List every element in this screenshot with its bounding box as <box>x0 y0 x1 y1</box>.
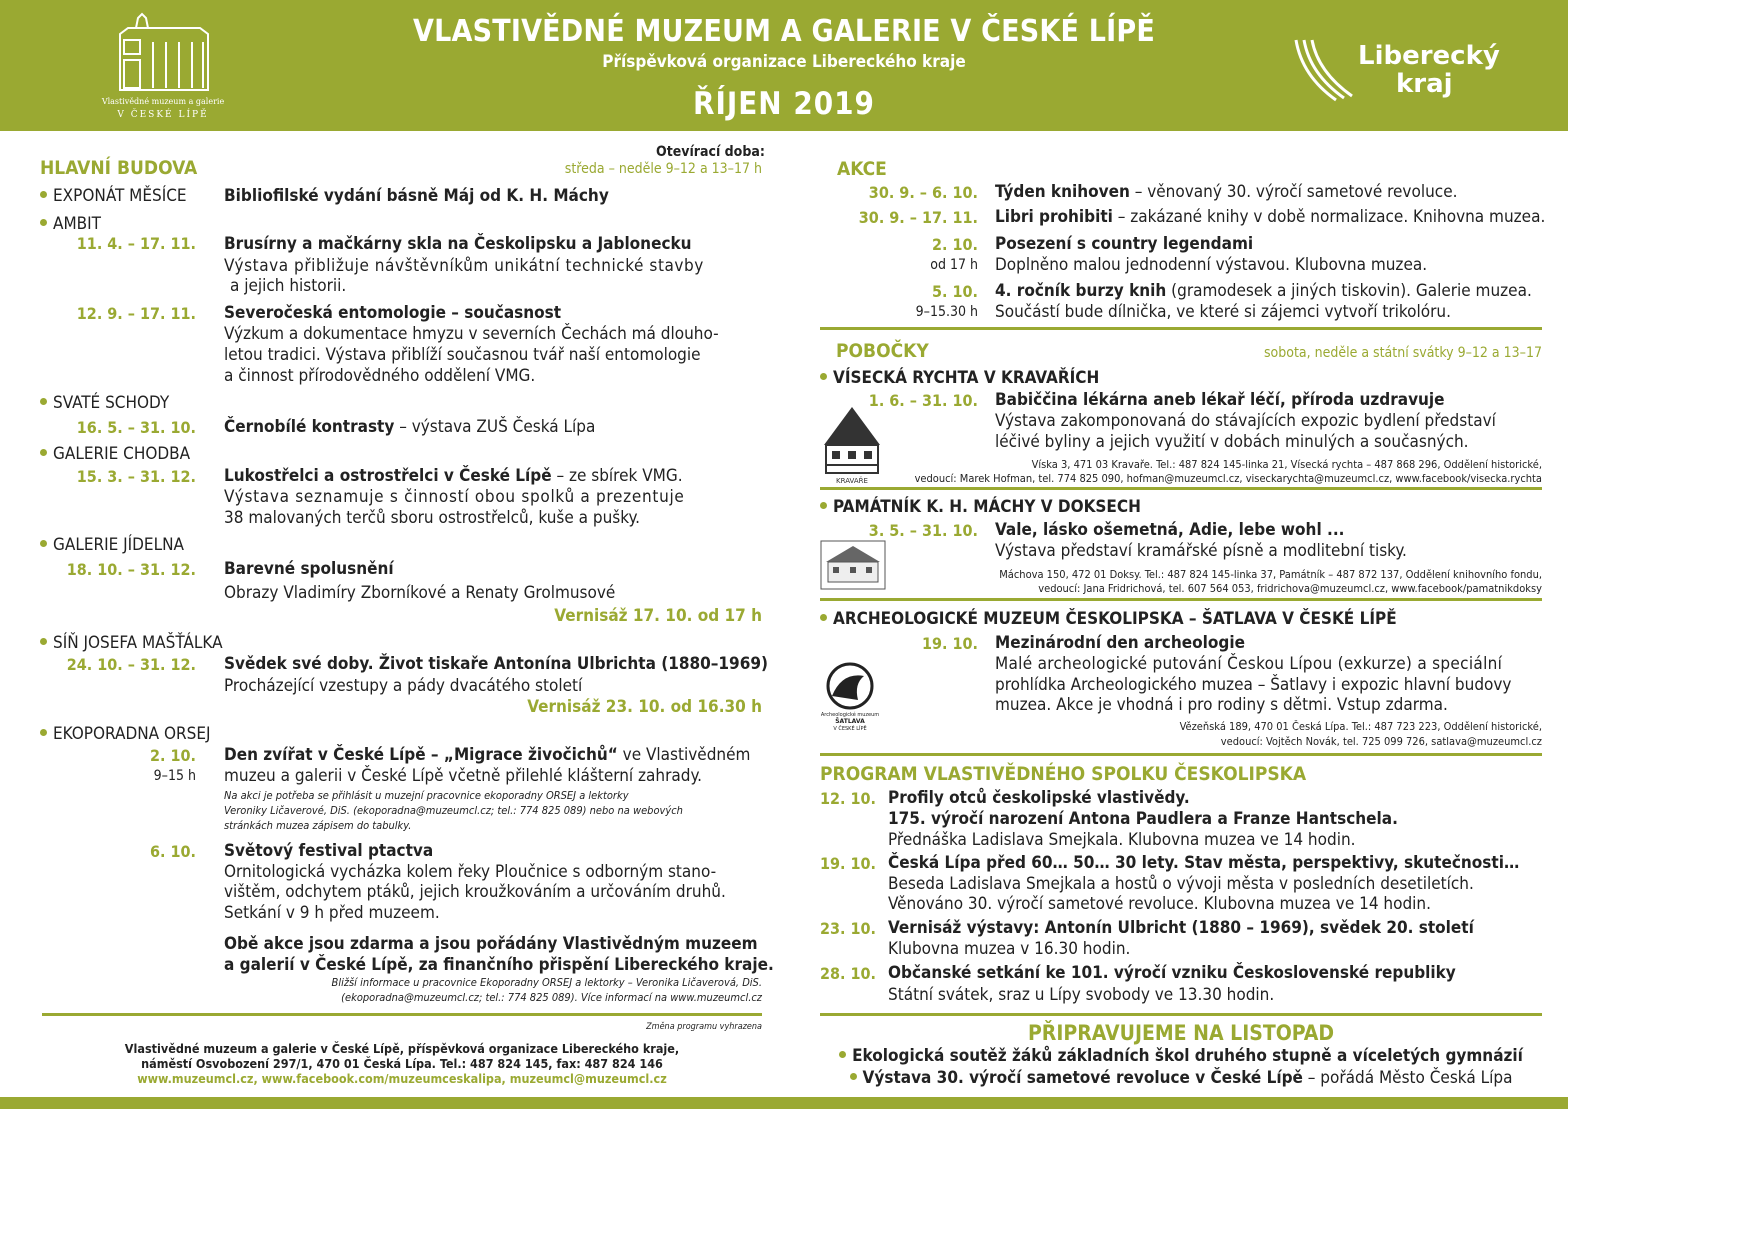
listopad-item <box>820 1068 1542 1088</box>
event-title: 175. výročí narození Antona Paudlera a Franze Hantschela. <box>888 809 1398 829</box>
listopad-text: Ekologická soutěž žáků základních škol druhého stupně a víceletých gymnázií <box>852 1046 1523 1066</box>
bullet-icon <box>40 219 47 226</box>
vernisaz-note: Vernisáž 23. 10. od 16.30 h <box>527 697 762 717</box>
event-text: Přednáška Ladislava Smejkala. Klubovna muzea ve 14 hodin. <box>888 830 1356 850</box>
free-note: a galerií v České Lípě, za finančního přispění Libereckého kraje. <box>224 955 774 975</box>
event-title: Týden knihoven <box>995 182 1130 202</box>
satlava-logo-text: Archeologické muzeum <box>820 712 880 718</box>
branch-address: Vězeňská 189, 470 01 Česká Lípa. Tel.: 487 723 223, Oddělení historické, <box>1179 720 1542 733</box>
bullet-icon <box>850 1073 857 1080</box>
free-note: Obě akce jsou zdarma a jsou pořádány Vlastivědným muzeem <box>224 934 758 954</box>
event-text: muzea. Akce je vhodná i pro rodiny s dětmi. Vstup zdarma. <box>995 695 1448 715</box>
category-label: SÍŇ JOSEFA MAŠŤÁLKA <box>53 633 223 653</box>
event-title: Barevné spolusnění <box>224 559 394 579</box>
bullet-icon <box>40 191 47 198</box>
event-text: Ornitologická vycházka kolem řeky Ploučnice s odborným stano- <box>224 862 717 882</box>
event-text: – výstava ZUŠ Česká Lípa <box>394 417 596 437</box>
event-title: Brusírny a mačkárny skla na Českolipsku a Jablonecku <box>224 234 692 254</box>
listopad-text: – pořádá Město Česká Lípa <box>1302 1068 1513 1088</box>
divider <box>820 327 1542 330</box>
event-note: Veroniky Ličaverové, DiS. (ekoporadna@muzeumcl.cz; tel.: 774 825 089) nebo na webových <box>224 804 683 817</box>
branch-satlava <box>820 609 1397 629</box>
event-title: Mezinárodní den archeologie <box>995 633 1245 653</box>
event-text: Doplněno malou jednodenní výstavou. Klubovna muzea. <box>995 255 1428 275</box>
event-text: Procházející vzestupy a pády dvacátého století <box>224 676 583 696</box>
satlava-logo-text: V ČESKÉ LÍPĚ <box>833 726 867 732</box>
event-note: Na akci je potřeba se přihlásit u muzejní pracovnice ekoporadny ORSEJ a lektorky <box>224 789 629 802</box>
event-title: Profily otců českolipské vlastivědy. <box>888 788 1190 808</box>
museum-logo-line1: Vlastivědné muzeum a galerie <box>101 97 225 106</box>
event-text: ve Vlastivědném <box>617 745 751 765</box>
event-text: Setkání v 9 h před muzeem. <box>224 903 440 923</box>
event-text: – věnovaný 30. výročí sametové revoluce. <box>1129 182 1458 202</box>
branch-address: Víska 3, 471 03 Kravaře. Tel.: 487 824 145-linka 21, Vísecká rychta – 487 868 296, Oddělení historické, <box>1031 458 1542 471</box>
footer-bar <box>0 1097 1568 1109</box>
visecka-logo-text: KRAVAŘE <box>836 477 868 485</box>
pamatnik-logo <box>820 540 886 590</box>
category-ekoporadna <box>40 724 211 744</box>
event-title: Vernisáž výstavy: Antonín Ulbricht (1880 – 1969), svědek 20. století <box>888 918 1474 938</box>
bullet-icon <box>40 449 47 456</box>
event-line <box>224 745 750 765</box>
section-spolek: PROGRAM VLASTIVĚDNÉHO SPOLKU ČESKOLIPSKA <box>820 763 1307 785</box>
event-date: 19. 10. <box>921 634 978 653</box>
branch-machy <box>820 497 1141 517</box>
category-galerie-chodba <box>40 444 190 464</box>
event-text: letou tradici. Výstava přiblíží současnou tvář naší entomologie <box>224 345 701 365</box>
event-text: Součástí bude dílnička, ve které si zájemci vytvoří trikolóru. <box>995 302 1451 322</box>
divider <box>820 598 1542 601</box>
event-text: vištěm, odchytem ptáků, jejich kroužkováním a určováním druhů. <box>224 882 726 902</box>
bullet-icon <box>40 638 47 645</box>
event-note: stránkách muzea zápisem do tabulky. <box>224 819 412 832</box>
category-galerie-jidelna <box>40 535 184 555</box>
event-date: 30. 9. – 6. 10. <box>868 183 978 202</box>
event-line <box>995 207 1545 227</box>
event-text: léčivé byliny a jejich využití v dobách minulých a současných. <box>995 432 1469 452</box>
branch-address: vedoucí: Jana Fridrichová, tel. 607 564 053, fridrichova@muzeumcl.cz, www.facebook/pamatnikdoksy <box>1038 582 1542 595</box>
main-hours: středa – neděle 9–12 a 13–17 h <box>564 161 762 177</box>
category-label: EXPONÁT MĚSÍCE <box>53 186 187 206</box>
divider <box>42 1013 762 1016</box>
event-date: 24. 10. – 31. 12. <box>66 655 196 674</box>
event-date: 16. 5. – 31. 10. <box>76 418 196 437</box>
event-title: Libri prohibiti <box>995 207 1113 227</box>
event-title: Černobílé kontrasty <box>224 417 395 437</box>
event-text: Klubovna muzea v 16.30 hodin. <box>888 939 1131 959</box>
event-time: od 17 h <box>930 257 978 273</box>
category-svate-schody <box>40 393 169 413</box>
category-ambit <box>40 214 101 234</box>
visecka-rychta-logo <box>820 405 884 485</box>
bullet-icon <box>40 729 47 736</box>
event-date: 18. 10. – 31. 12. <box>66 560 196 579</box>
event-date: 5. 10. <box>932 282 978 301</box>
branch-name: VÍSECKÁ RYCHTA V KRAVAŘÍCH <box>833 368 1100 388</box>
event-date: 2. 10. <box>150 746 196 765</box>
event-text: Věnováno 30. výročí sametové revoluce. Klubovna muzea ve 14 hodin. <box>888 894 1431 914</box>
event-date: 23. 10. <box>820 919 877 938</box>
vernisaz-note: Vernisáž 17. 10. od 17 h <box>554 606 762 626</box>
hours-label: Otevírací doba: <box>656 144 765 160</box>
event-time: 9–15 h <box>153 768 196 784</box>
event-text: muzeu a galerii v České Lípě včetně přilehlé klášterní zahrady. <box>224 766 702 786</box>
event-text: Beseda Ladislava Smejkala a hostů o vývoji města v posledních desetiletích. <box>888 874 1474 894</box>
satlava-logo <box>818 662 882 732</box>
event-title: Lukostřelci a ostrostřelci v České Lípě <box>224 466 552 486</box>
event-date: 1. 6. – 31. 10. <box>868 391 978 410</box>
event-date: 30. 9. – 17. 11. <box>858 208 978 227</box>
event-date: 2. 10. <box>932 235 978 254</box>
divider <box>820 1013 1542 1016</box>
event-title: 4. ročník burzy knih <box>995 281 1167 301</box>
event-text: Výstava představí kramářské písně a modlitební tisky. <box>995 541 1407 561</box>
category-label: SVATÉ SCHODY <box>53 393 170 413</box>
satlava-logo-text: ŠATLAVA <box>835 718 865 725</box>
divider <box>820 487 1542 490</box>
bullet-icon <box>40 398 47 405</box>
event-text: a jejich historii. <box>230 276 347 296</box>
month-title: ŘÍJEN 2019 <box>693 86 875 122</box>
info-note: (ekoporadna@muzeumcl.cz; tel.: 774 825 089). Více informací na www.muzeumcl.cz <box>341 991 762 1004</box>
event-date: 3. 5. – 31. 10. <box>868 521 978 540</box>
event-text: (gramodesek a jiných tiskovin). Galerie muzea. <box>1166 281 1532 301</box>
museum-logo-line2: V ČESKÉ LÍPĚ <box>117 110 209 120</box>
section-pobocky: POBOČKY <box>836 340 929 362</box>
event-title: Občanské setkání ke 101. výročí vzniku Československé republiky <box>888 963 1456 983</box>
category-exponat <box>40 186 187 206</box>
liberecky-kraj-logo-line2: kraj <box>1396 69 1453 99</box>
event-date: 12. 9. – 17. 11. <box>76 304 196 323</box>
event-date: 28. 10. <box>820 964 877 983</box>
bullet-icon <box>820 502 827 509</box>
event-title: Babiččina lékárna aneb lékař léčí, příroda uzdravuje <box>995 390 1445 410</box>
event-text: – zakázané knihy v době normalizace. Knihovna muzea. <box>1112 207 1546 227</box>
event-text: Malé archeologické putování Českou Lípou (exkurze) a speciální <box>995 654 1503 674</box>
exponat-title: Bibliofilské vydání básně Máj od K. H. Máchy <box>224 186 609 206</box>
category-label: AMBIT <box>53 214 101 234</box>
event-title: Den zvířat v České Lípě – „Migrace živočichů“ <box>224 745 618 765</box>
page-title: VLASTIVĚDNÉ MUZEUM A GALERIE V ČESKÉ LÍPĚ <box>413 14 1155 49</box>
bullet-icon <box>820 614 827 621</box>
event-date: 12. 10. <box>820 789 877 808</box>
event-title: Světový festival ptactva <box>224 841 434 861</box>
event-text: Výstava seznamuje s činností obou spolků a prezentuje <box>224 487 685 507</box>
bullet-icon <box>40 540 47 547</box>
footer-links[interactable]: www.muzeumcl.cz, www.facebook.com/muzeumceskalipa, muzeumcl@muzeumcl.cz <box>137 1071 667 1086</box>
listopad-title: Výstava 30. výročí sametové revoluce v České Lípě <box>862 1068 1303 1088</box>
header-bar <box>0 0 1568 131</box>
branch-name: PAMÁTNÍK K. H. MÁCHY V DOKSECH <box>833 497 1141 517</box>
category-sin-mastalka <box>40 633 223 653</box>
branch-address: vedoucí: Vojtěch Novák, tel. 725 099 726, satlava@muzeumcl.cz <box>1220 735 1542 748</box>
event-text: a činnost přírodovědného oddělení VMG. <box>224 366 536 386</box>
event-line <box>995 281 1532 301</box>
event-title: Vale, lásko ošemetná, Adie, lebe wohl ... <box>995 520 1345 540</box>
event-text: Obrazy Vladimíry Zborníkové a Renaty Grolmusové <box>224 583 616 603</box>
event-line <box>224 466 683 486</box>
listopad-item <box>820 1046 1542 1066</box>
event-title: Česká Lípa před 60… 50… 30 lety. Stav města, perspektivy, skutečnosti… <box>888 853 1520 873</box>
event-text: Státní svátek, sraz u Lípy svobody ve 13.30 hodin. <box>888 985 1275 1005</box>
section-akce: AKCE <box>837 158 887 180</box>
event-text: prohlídka Archeologického muzea – Šatlavy i expozic hlavní budovy <box>995 675 1512 695</box>
category-label: GALERIE JÍDELNA <box>53 535 185 555</box>
footer-address: náměstí Osvobození 297/1, 470 01 Česká Lípa. Tel.: 487 824 145, fax: 487 824 146 <box>141 1056 663 1071</box>
page-subtitle: Příspěvková organizace Libereckého kraje <box>602 52 966 72</box>
liberecky-kraj-logo-line1: Liberecký <box>1358 41 1500 71</box>
event-line <box>995 182 1457 202</box>
liberecky-kraj-logo <box>1292 36 1500 104</box>
category-label: GALERIE CHODBA <box>53 444 191 464</box>
event-title: Posezení s country legendami <box>995 234 1254 254</box>
event-text: 38 malovaných terčů sboru ostrostřelců, kuše a pušky. <box>224 508 640 528</box>
branch-name: ARCHEOLOGICKÉ MUZEUM ČESKOLIPSKA – ŠATLAVA V ČESKÉ LÍPĚ <box>833 609 1397 629</box>
branch-address: Máchova 150, 472 01 Doksy. Tel.: 487 824 145-linka 37, Památník – 487 872 137, Oddělení knihovního fondu, <box>999 568 1542 581</box>
bullet-icon <box>820 373 827 380</box>
event-title: Svědek své doby. Život tiskaře Antonína Ulbrichta (1880–1969) <box>224 654 768 674</box>
footer-address: Vlastivědné muzeum a galerie v České Lípě, příspěvková organizace Libereckého kraje, <box>124 1041 680 1056</box>
branch-visecka <box>820 368 1099 388</box>
category-label: EKOPORADNA ORSEJ <box>53 724 211 744</box>
event-title: Severočeská entomologie – současnost <box>224 303 562 323</box>
branch-address: vedoucí: Marek Hofman, tel. 774 825 090, hofman@muzeumcl.cz, viseckarychta@muzeumcl.cz, www.facebook/visecka.rychta <box>914 472 1542 485</box>
event-date: 6. 10. <box>150 842 196 861</box>
event-time: 9–15.30 h <box>915 304 978 320</box>
event-line <box>224 417 595 437</box>
info-note: Bližší informace u pracovnice Ekoporadny ORSEJ a lektorky – Veronika Ličaverová, DiS. <box>331 976 762 989</box>
section-hlavni-budova: HLAVNÍ BUDOVA <box>40 157 198 179</box>
pobocky-hours: sobota, neděle a státní svátky 9–12 a 13–17 <box>1263 345 1542 361</box>
event-text: Výstava přibližuje návštěvníkům unikátní technické stavby <box>224 256 704 276</box>
event-date: 11. 4. – 17. 11. <box>76 234 196 253</box>
event-text: Výzkum a dokumentace hmyzu v severních Čechách má dlouho- <box>224 324 719 344</box>
divider <box>820 753 1542 756</box>
section-listopad: PŘIPRAVUJEME NA LISTOPAD <box>1027 1021 1335 1045</box>
bullet-icon <box>839 1051 846 1058</box>
event-text: Výstava zakomponovaná do stávajících expozic bydlení představí <box>995 411 1496 431</box>
change-note: Změna programu vyhrazena <box>646 1022 762 1032</box>
event-date: 19. 10. <box>820 854 877 873</box>
event-date: 15. 3. – 31. 12. <box>76 467 196 486</box>
event-text: – ze sbírek VMG. <box>551 466 683 486</box>
